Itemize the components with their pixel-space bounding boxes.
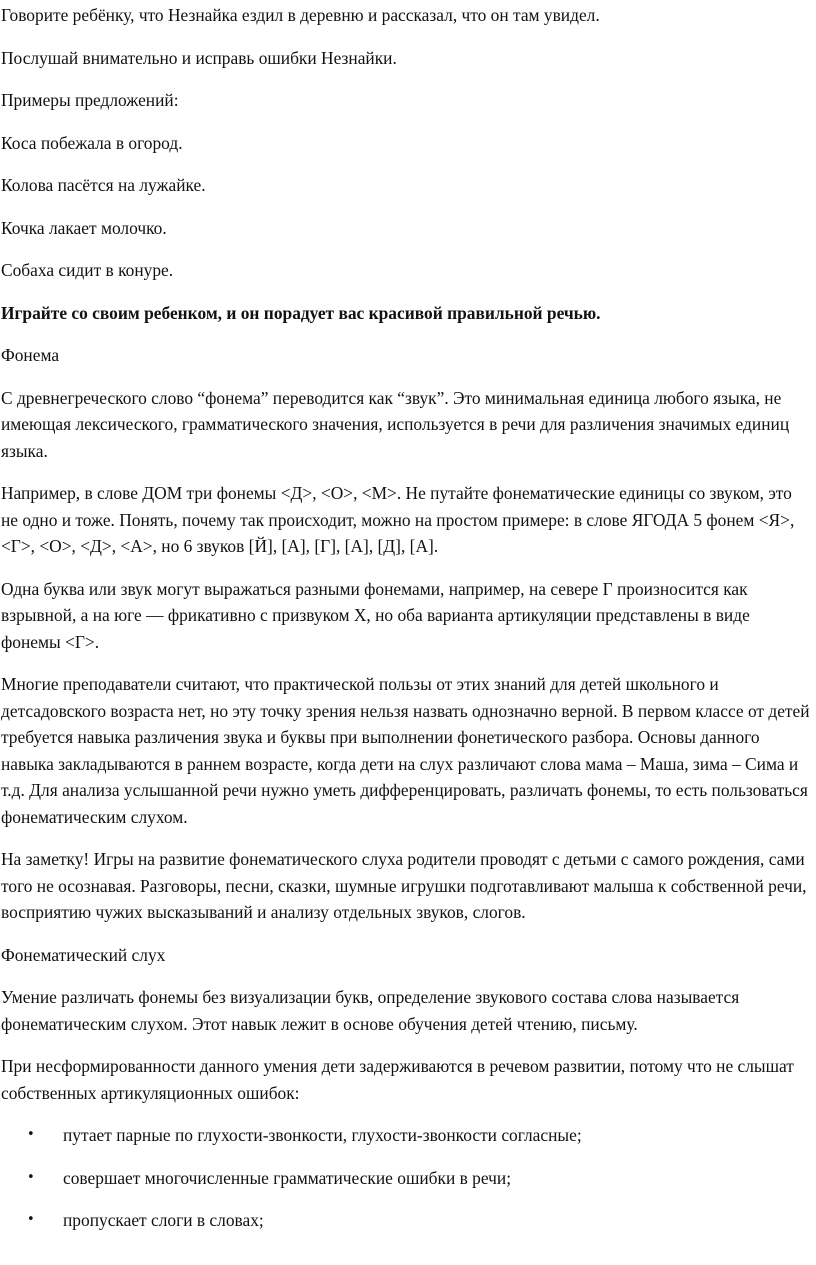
bold-advice: Играйте со своим ребенком, и он порадует вас красивой правильной речью. — [1, 302, 601, 323]
bullet-icon: • — [27, 1127, 35, 1142]
list-item — [1, 1165, 816, 1192]
example-sentence-4: Собаха сидит в конуре. — [1, 260, 174, 280]
section-heading-phonemic-hearing: Фонематический слух — [1, 944, 166, 965]
list-item — [1, 1122, 816, 1149]
paragraph-examples-label: Примеры предложений: — [1, 90, 179, 110]
paragraph-hearing-definition: Умение различать фонемы без визуализации букв, определение звукового состава слова называется фонематическим слухом. Этот навык лежит в основе обучения детей чтению, письму. — [1, 987, 740, 1034]
bullet-icon: • — [27, 1169, 35, 1185]
paragraph-instruction-1: Говорите ребёнку, что Незнайка ездил в деревню и рассказал, что он там увидел. — [1, 5, 600, 25]
paragraph-phoneme-example: Например, в слове ДОМ три фонемы <Д>, <О>, <М>. Не путайте фонематические единицы со звуком, это не одно и тоже. Понять, почему так происходит, можно на простом примере: в слове ЯГОДА 5 фонем <Я>, <Г>, <О>, <Д>, <А>, но 6 звуков [Й], [А], [Г], [А], [Д], [А]. — [1, 483, 795, 556]
example-sentence-1: Коса побежала в огород. — [1, 132, 183, 153]
list-item-text: совершает многочисленные грамматические ошибки в речи; — [63, 1167, 512, 1188]
paragraph-note: На заметку! Игры на развитие фонематического слуха родители проводят с детьми с самого рождения, сами того не осознавая. Разговоры, песни, сказки, шумные игрушки подготавливают малыша к собственной речи, восприятию чужих высказываний и анализу отдельных звуков, слогов. — [1, 849, 807, 922]
bullet-list — [1, 1122, 816, 1234]
paragraph-phoneme-definition: С древнегреческого слово “фонема” переводится как “звук”. Это минимальная единица любого языка, не имеющая лексического, грамматического значения, используется в речи для различения значимых единиц языка. — [1, 387, 790, 461]
list-item-text: путает парные по глухости-звонкости, глухости-звонкости согласные; — [63, 1125, 582, 1145]
paragraph-instruction-2: Послушай внимательно и исправь ошибки Незнайки. — [1, 47, 397, 68]
list-item — [1, 1207, 816, 1234]
example-sentence-3: Кочка лакает молочко. — [1, 217, 167, 238]
paragraph-phoneme-teachers: Многие преподаватели считают, что практической пользы от этих знаний для детей школьного и детсадовского возраста нет, но эту точку зрения нельзя назвать однозначно верной. В первом классе от детей требуется навыка различения звука и буквы при выполнении фонетического разбора. Основы данного навыка закладываются в раннем возрасте, когда дети на слух различают слова мама – Маша, зима – Сима и т.д. Для анализа услышанной речи нужно уметь дифференцировать, различать фонемы, то есть пользоваться фонематическим слухом. — [1, 674, 810, 827]
example-sentence-2: Колова пасётся на лужайке. — [1, 175, 206, 195]
list-item-text: пропускает слоги в словах; — [63, 1210, 264, 1230]
paragraph-hearing-problems: При несформированности данного умения дети задерживаются в речевом развитии, потому что не слышат собственных артикуляционных ошибок: — [1, 1056, 794, 1103]
paragraph-phoneme-variants: Одна буква или звук могут выражаться разными фонемами, например, на севере Г произносится как взрывной, а на юге — фрикативно с призвуком Х, но оба варианта артикуляции представлены в виде фонемы <Г>. — [1, 578, 750, 652]
bullet-icon: • — [27, 1212, 35, 1227]
section-heading-phoneme: Фонема — [1, 345, 60, 365]
